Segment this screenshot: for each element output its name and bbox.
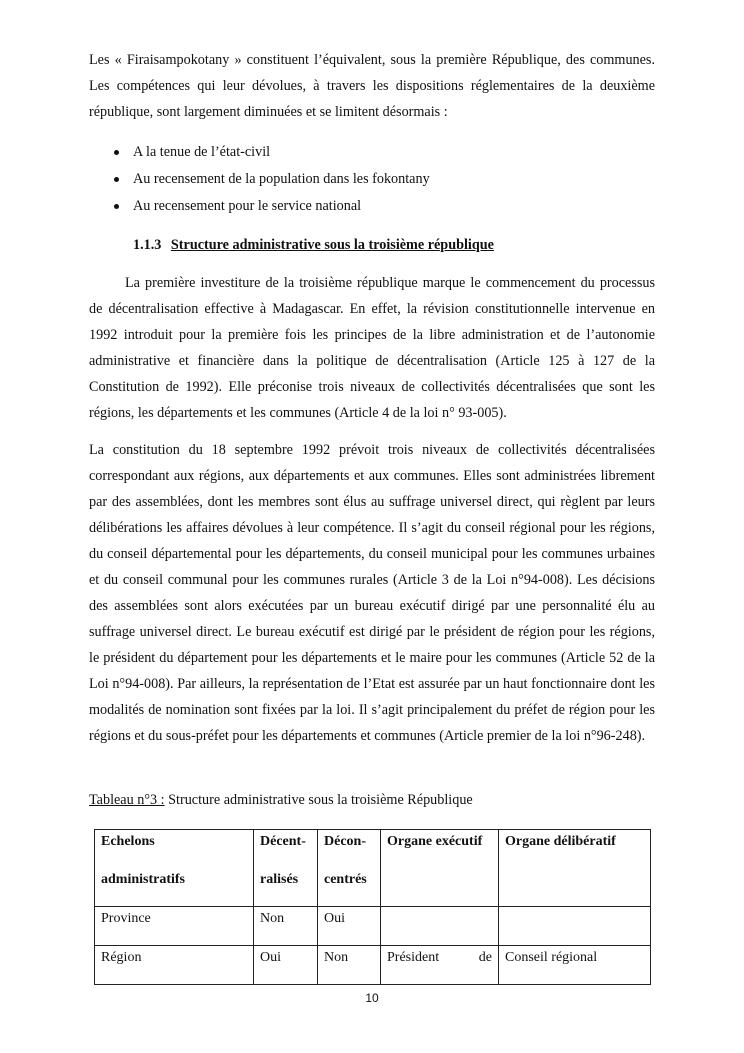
cell-deliberatif: Conseil régional bbox=[499, 946, 651, 985]
cell-decentralise: Non bbox=[254, 907, 318, 946]
table-caption-label: Tableau n°3 : bbox=[89, 792, 165, 808]
competences-list bbox=[112, 139, 430, 220]
section-heading bbox=[133, 232, 494, 258]
cell-decentralise: Oui bbox=[254, 946, 318, 985]
cell-deconcentre: Non bbox=[318, 946, 381, 985]
page-number: 10 bbox=[365, 991, 379, 1005]
header-organe-executif: Organe exécutif bbox=[381, 830, 499, 907]
structure-table bbox=[94, 829, 651, 985]
table-row bbox=[95, 907, 651, 946]
header-echelons: Echelons administratifs bbox=[95, 830, 254, 907]
list-item: Au recensement pour le service national bbox=[112, 193, 430, 220]
header-decentralises: Décent- ralisés bbox=[254, 830, 318, 907]
table-caption bbox=[89, 787, 473, 813]
paragraph-constitution: La constitution du 18 septembre 1992 prévoit trois niveaux de collectivités décentralisées correspondant aux régions, aux départements et aux communes. Elles sont administrées librement par des assemblées, dont les membres sont élus au suffrage universel direct, qui règlent par leurs délibérations les affaires dévolues à leur compétence. Il s’agit du conseil régional pour les régions, du conseil départemental pour les départements, du conseil municipal pour les communes urbaines et du conseil communal pour les communes rurales (Article 3 de la Loi n°94-008). Les décisions des assemblées sont alors exécutées par un bureau exécutif dirigé par une personnalité élu au suffrage universel direct. Le bureau exécutif est dirigé par le président de région pour les régions, le président du département pour les départements et le maire pour les communes (Article 52 de la Loi n°94-008). Par ailleurs, la représentation de l’Etat est assurée par un haut fonctionnaire dont les modalités de nomination sont fixées par la loi. Il s’agit principalement du préfet de région pour les régions et du sous-préfet pour les départements et communes (Article premier de la loi n°96-248). bbox=[89, 442, 655, 744]
cell-echelon: Région bbox=[95, 946, 254, 985]
header-organe-deliberatif: Organe délibératif bbox=[499, 830, 651, 907]
table-caption-text: Structure administrative sous la troisième République bbox=[164, 792, 473, 808]
paragraph-investiture: La première investiture de la troisième république marque le commencement du processus de décentralisation effective à Madagascar. En effet, la révision constitutionnelle intervenue en 1992 introduit pour la première fois les principes de la libre administration et de l’autonomie administrative et financière dans la politique de décentralisation (Article 125 à 127 de la Constitution de 1992). Elle préconise trois niveaux de collectivités décentralisées que sont les régions, les départements et les communes (Article 4 de la loi n° 93-005). bbox=[89, 275, 655, 421]
section-number: 1.1.3 bbox=[133, 237, 162, 253]
cell-deliberatif bbox=[499, 907, 651, 946]
intro-paragraph: Les « Firaisampokotany » constituent l’équivalent, sous la première République, des communes. Les compétences qui leur dévolues, à travers les dispositions réglementaires de la deuxième république, sont largement diminuées et se limitent désormais : bbox=[89, 52, 655, 120]
header-deconcentres: Décon- centrés bbox=[318, 830, 381, 907]
cell-echelon: Province bbox=[95, 907, 254, 946]
cell-executif: Président de bbox=[381, 946, 499, 985]
cell-deconcentre: Oui bbox=[318, 907, 381, 946]
section-title: Structure administrative sous la troisième république bbox=[170, 237, 494, 253]
list-item: A la tenue de l’état-civil bbox=[112, 139, 430, 166]
table-row bbox=[95, 946, 651, 985]
list-item: Au recensement de la population dans les fokontany bbox=[112, 166, 430, 193]
cell-executif bbox=[381, 907, 499, 946]
table-header-row bbox=[95, 830, 651, 907]
